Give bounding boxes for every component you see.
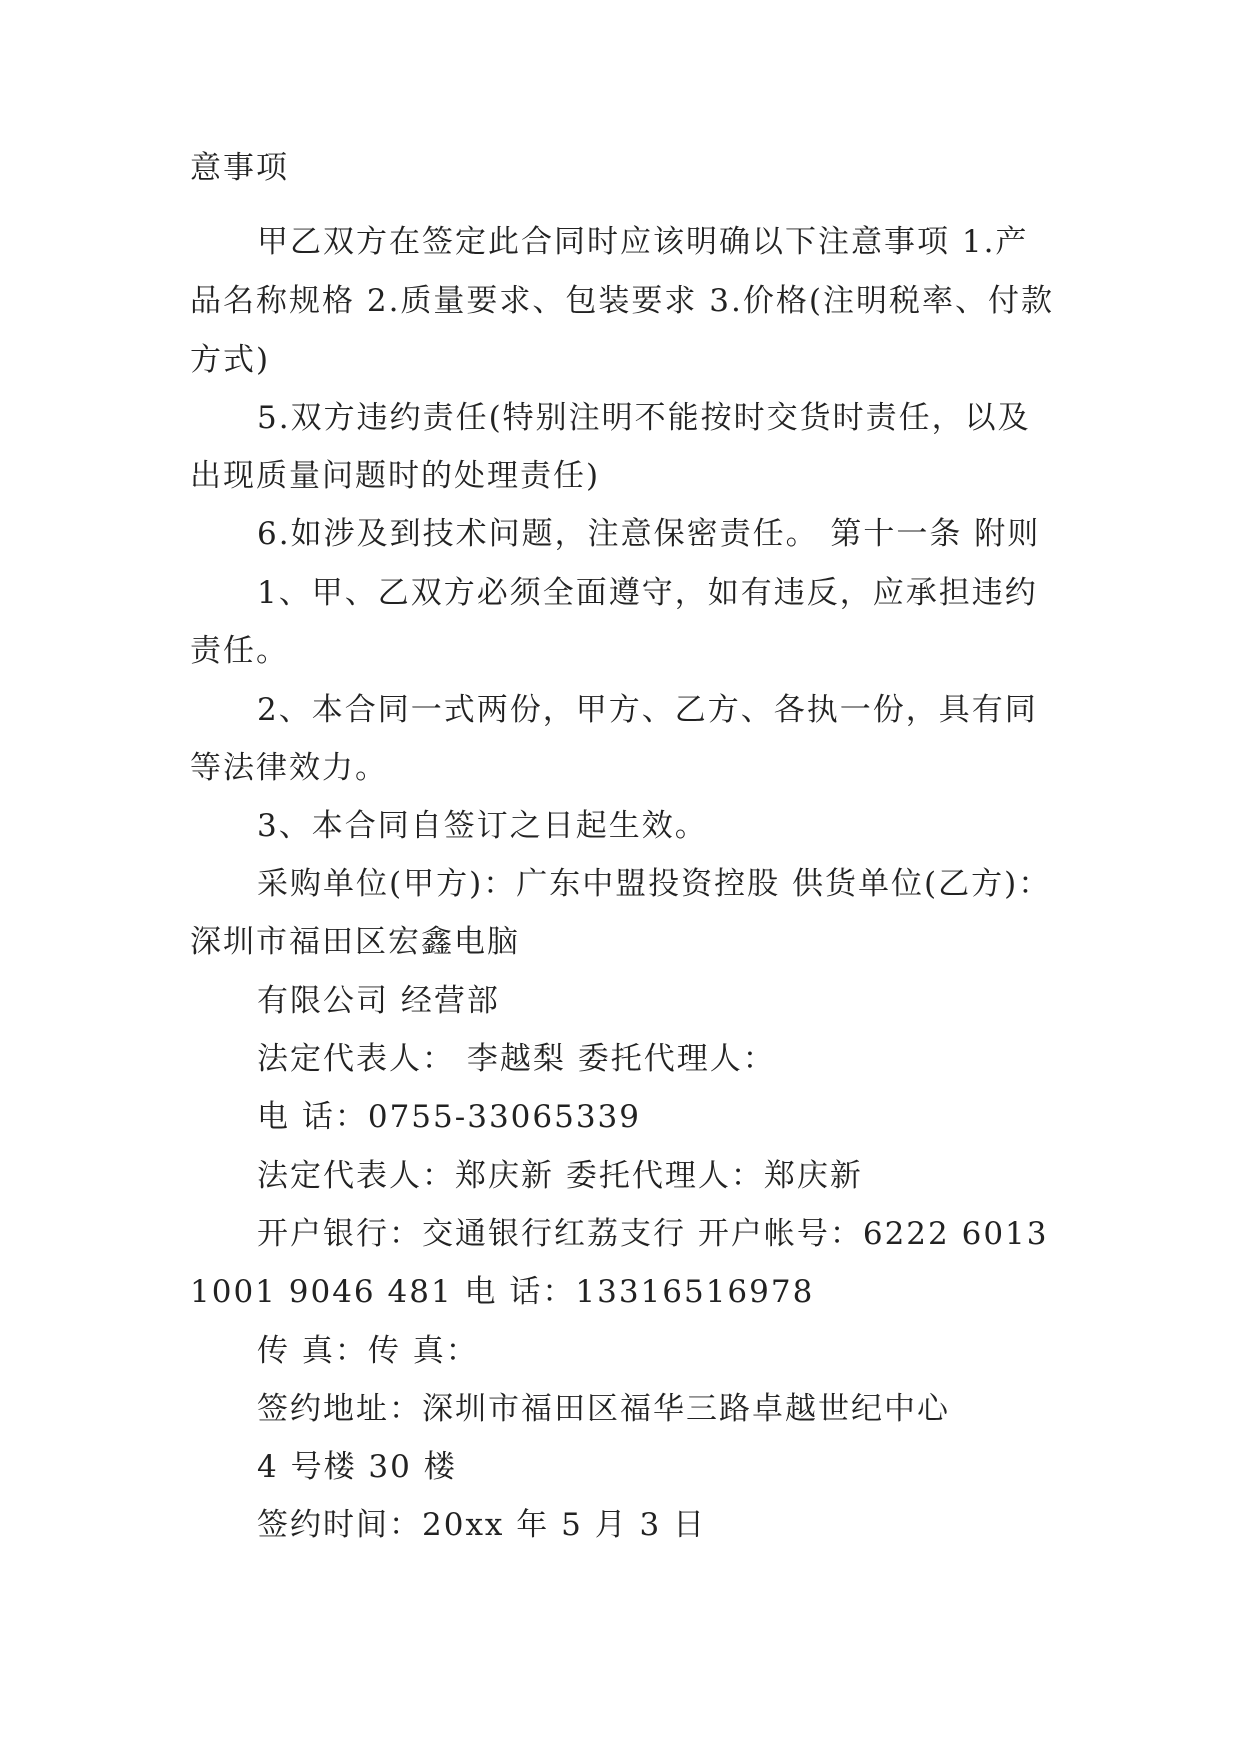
- text-line: 方式): [190, 342, 271, 378]
- text-line: 品名称规格 2.质量要求、包装要求 3.价格(注明税率、付款: [190, 283, 1054, 319]
- text-line: 3、本合同自签订之日起生效。: [257, 808, 708, 844]
- text-line: 1、甲、乙双方必须全面遵守，如有违反，应承担违约: [257, 575, 1038, 611]
- text-line: 签约地址：深圳市福田区福华三路卓越世纪中心: [257, 1391, 950, 1427]
- text-line: 开户银行：交通银行红荔支行 开户帐号：6222 6013: [257, 1216, 1049, 1252]
- text-line: 出现质量问题时的处理责任): [190, 458, 601, 494]
- text-line: 甲乙双方在签定此合同时应该明确以下注意事项 1.产: [257, 224, 1029, 260]
- text-line: 2、本合同一式两份，甲方、乙方、各执一份，具有同: [257, 692, 1038, 728]
- text-line: 电 话：0755-33065339: [257, 1099, 642, 1135]
- text-line: 深圳市福田区宏鑫电脑: [190, 924, 520, 960]
- text-line: 4 号楼 30 楼: [257, 1449, 457, 1485]
- text-line: 责任。: [190, 633, 289, 669]
- text-line: 签约时间：20xx 年 5 月 3 日: [257, 1507, 707, 1543]
- text-line: 等法律效力。: [190, 750, 388, 786]
- text-line: 采购单位(甲方)：广东中盟投资控股 供货单位(乙方)：: [257, 866, 1052, 902]
- text-line: 法定代表人： 李越梨 委托代理人：: [257, 1041, 776, 1077]
- text-line: 有限公司 经营部: [257, 983, 500, 1019]
- text-line: 法定代表人：郑庆新 委托代理人：郑庆新: [257, 1158, 863, 1194]
- text-line: 传 真：传 真：: [257, 1333, 479, 1369]
- text-line: 6.如涉及到技术问题，注意保密责任。 第十一条 附则: [257, 516, 1041, 552]
- text-line: 1001 9046 481 电 话：13316516978: [190, 1274, 815, 1310]
- text-line: 意事项: [190, 150, 289, 186]
- text-line: 5.双方违约责任(特别注明不能按时交货时责任，以及: [257, 400, 1031, 436]
